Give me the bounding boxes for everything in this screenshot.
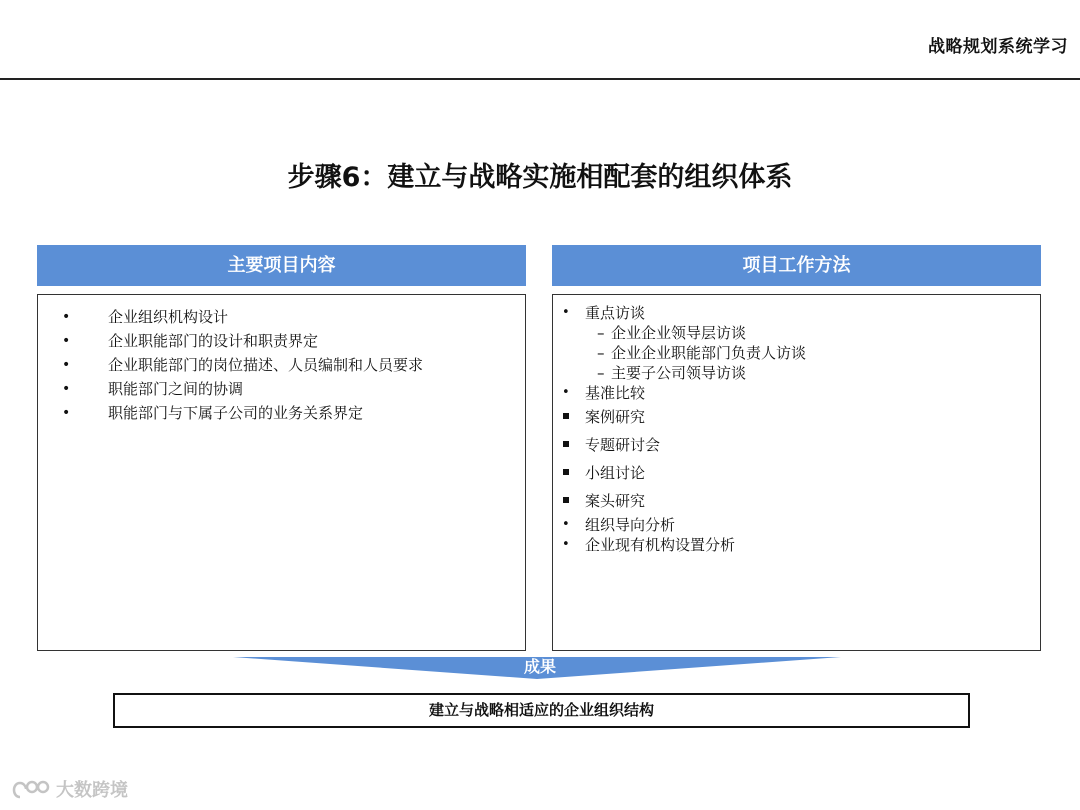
left-item-list: [38, 305, 423, 425]
list-item: [38, 353, 423, 377]
bullet-icon: •: [562, 537, 570, 552]
list-item: [553, 459, 806, 487]
arrow-label: 成果: [523, 657, 556, 676]
list-item-label: 重点访谈: [585, 304, 646, 322]
bullet-icon: •: [62, 357, 71, 373]
watermark: [10, 776, 128, 802]
sub-list-item-label: 主要子公司领导访谈: [611, 364, 747, 382]
list-item-label: 组织导向分析: [585, 516, 676, 534]
square-bullet-icon: [563, 441, 569, 447]
right-item-list: [553, 303, 806, 555]
header-title: 战略规划系统学习: [928, 37, 1068, 57]
page-title: 步骤6：建立与战略实施相配套的组织体系: [287, 162, 793, 193]
list-item: [38, 305, 423, 329]
bullet-icon: •: [562, 305, 570, 320]
list-item: [553, 303, 806, 323]
left-content-box: [37, 294, 526, 651]
bullet-icon: •: [62, 309, 71, 325]
list-item: [553, 535, 806, 555]
sub-list-item: [553, 343, 806, 363]
bullet-icon: •: [62, 333, 71, 349]
bullet-icon: •: [562, 517, 570, 532]
list-item: [38, 329, 423, 353]
list-item-label: 案例研究: [585, 408, 646, 426]
square-bullet-icon: [563, 469, 569, 475]
bullet-icon: •: [562, 385, 570, 400]
square-bullet-icon: [563, 413, 569, 419]
list-item-label: 职能部门之间的协调: [108, 380, 244, 398]
list-item: [553, 403, 806, 431]
square-bullet-icon: [563, 497, 569, 503]
list-item-label: 企业职能部门的设计和职责界定: [108, 332, 319, 350]
sub-list-item-label: 企业企业领导层访谈: [611, 324, 747, 342]
result-box: 建立与战略相适应的企业组织结构: [113, 693, 970, 728]
left-column-header: 主要项目内容: [37, 245, 526, 286]
dash-icon: –: [597, 324, 605, 342]
list-item: [553, 487, 806, 515]
list-item-label: 职能部门与下属子公司的业务关系界定: [108, 404, 364, 422]
right-content-box: [552, 294, 1041, 651]
list-item-label: 企业组织机构设计: [108, 308, 229, 326]
bullet-icon: •: [62, 405, 71, 421]
list-item: [38, 401, 423, 425]
watermark-text: 大数跨境: [56, 780, 128, 801]
list-item-label: 专题研讨会: [585, 436, 661, 454]
bullet-icon: •: [62, 381, 71, 397]
list-item: [38, 377, 423, 401]
watermark-logo-icon: [10, 777, 50, 801]
list-item: [553, 431, 806, 459]
right-column-header: 项目工作方法: [552, 245, 1041, 286]
sub-list-item: [553, 363, 806, 383]
list-item-label: 案头研究: [585, 492, 646, 510]
list-item-label: 企业现有机构设置分析: [585, 536, 736, 554]
dash-icon: –: [597, 364, 605, 382]
header-divider: [0, 78, 1080, 80]
list-item-label: 基准比较: [585, 384, 646, 402]
list-item: [553, 515, 806, 535]
list-item: [553, 383, 806, 403]
list-item-label: 企业职能部门的岗位描述、人员编制和人员要求: [108, 356, 424, 374]
sub-list-item-label: 企业企业职能部门负责人访谈: [611, 344, 807, 362]
sub-list-item: [553, 323, 806, 343]
dash-icon: –: [597, 344, 605, 362]
list-item-label: 小组讨论: [585, 464, 646, 482]
